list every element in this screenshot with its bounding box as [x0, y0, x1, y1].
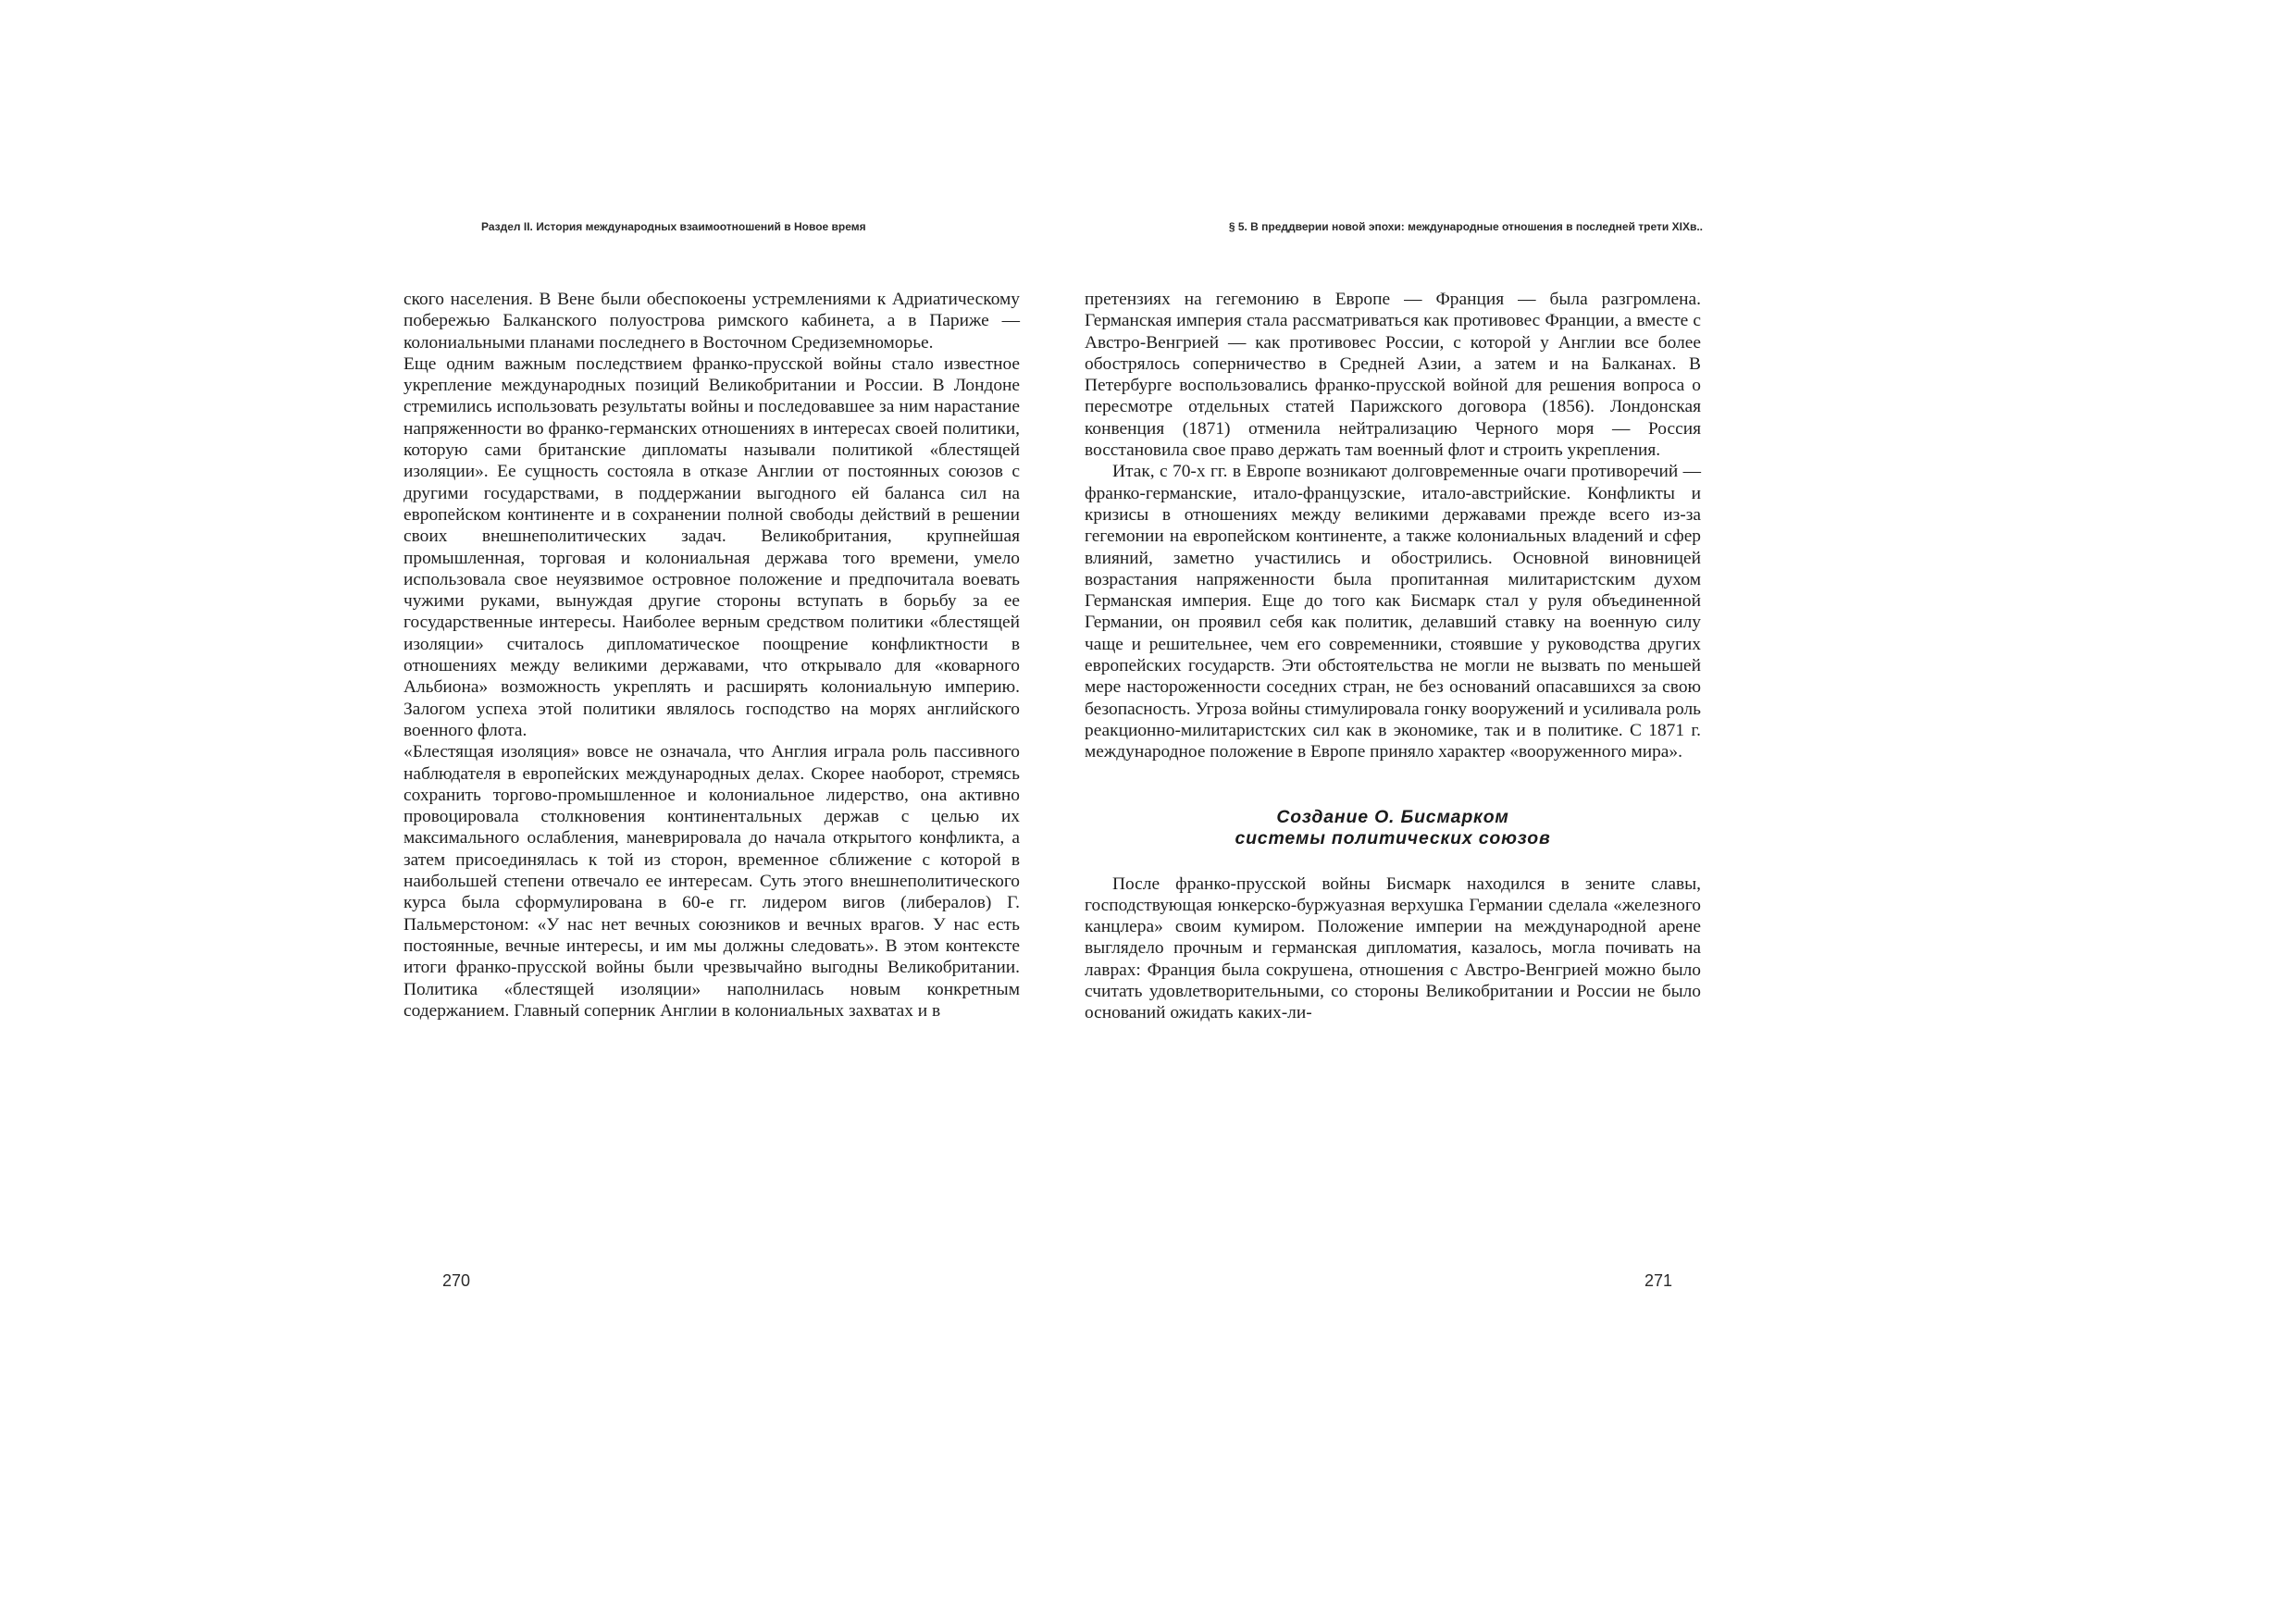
page-number-left: 270	[442, 1271, 471, 1290]
paragraph: «Блестящая изоляция» вовсе не означала, что Англия играла роль пассивного наблюдателя в европейских международных делах. Скорее наоборот, стремясь сохранить торгово-промышленное и колониальное лидерство, она активно провоцировала столкновения континентальных держав с целью их максимального ослабления, маневрировала до начала открытого конфликта, а затем присоединялась к той из сторон, временное сближение с которой в наибольшей степени отвечало ее интересам. Суть этого внешнеполитического курса была сформулирована в 60-е гг. лидером вигов (либералов) Г. Пальмерстоном: «У нас нет вечных союзников и вечных врагов. У нас есть постоянные, вечные интересы, и им мы должны следовать». В этом контексте итоги франко-прусской войны были чрезвычайно выгодны Великобритании. Политика «блестящей изоляции» наполнилась новым конкретным содержанием. Главный соперник Англии в колониальных захватах и в	[403, 742, 1020, 1021]
left-page-text-column	[403, 289, 1020, 1022]
paragraph: После франко-прусской войны Бисмарк находился в зените славы, господствующая юнкерско-буржуазная верхушка Германии сделала «железного канцлера» своим кумиром. Положение империи на международной арене выглядело прочным и германская дипломатия, казалось, могла почивать на лаврах: Франция была сокрушена, отношения с Австро-Венгрией можно было считать удовлетворительными, со стороны Великобритании и России не было оснований ожидать каких-ли-	[1085, 873, 1701, 1023]
paragraph: ского населения. В Вене были обеспокоены устремлениями к Адриатическому побережью Балканского полуострова римского кабинета, а в Париже — колониальными планами последнего в Восточном Средиземноморье.	[403, 290, 1020, 353]
right-page-text-column	[1085, 289, 1701, 1024]
running-header-right: § 5. В преддверии новой эпохи: международные отношения в последней трети XIXв..	[1228, 220, 1703, 233]
paragraph: претензиях на гегемонию в Европе — Франция — была разгромлена. Германская империя стала рассматриваться как противовес Франции, а вместе с Австро-Венгрией — как противовес России, с которой у Англии все более обострялось соперничество в Средней Азии, а затем и на Балканах. В Петербурге воспользовались франко-прусской войной для решения вопроса о пересмотре отдельных статей Парижского договора (1856). Лондонская конвенция (1871) отменила нейтрализацию Черного моря — Россия восстановила свое право держать там военный флот и строить укрепления.	[1085, 290, 1701, 461]
section-heading-line: Создание О. Бисмарком	[1276, 806, 1509, 827]
running-header-left: Раздел II. История международных взаимоотношений в Новое время	[481, 220, 866, 233]
page-number-right: 271	[1644, 1271, 1673, 1290]
section-heading-line: системы политических союзов	[1235, 827, 1551, 849]
paragraph: Еще одним важным последствием франко-прусской войны стало известное укрепление международных позиций Великобритании и России. В Лондоне стремились использовать результаты войны и последовавшее за ним нарастание напряженности во франко-германских отношениях в интересах своей политики, которую сами британские дипломаты называли политикой «блестящей изоляции». Ее сущность состояла в отказе Англии от постоянных союзов с другими государствами, в поддержании выгодного ей баланса сил на европейском континенте и в сохранении полной свободы действий в решении своих внешнеполитических задач. Великобритания, крупнейшая промышленная, торговая и колониальная держава того времени, умело использовала свое неуязвимое островное положение и предпочитала воевать чужими руками, вынуждая другие стороны вступать в борьбу за ее государственные интересы. Наиболее верным средством политики «блестящей изоляции» считалось дипломатическое поощрение конфликтности в отношениях между великими державами, что открывало для «коварного Альбиона» возможность укреплять и расширять колониальную империю. Залогом успеха этой политики являлось господство на морях английского военного флота.	[403, 353, 1020, 740]
section-heading	[1085, 807, 1701, 849]
paragraph: Итак, с 70-х гг. в Европе возникают долговременные очаги противоречий — франко-германские, итало-французские, итало-австрийские. Конфликты и кризисы в отношениях между великими державами прежде всего из-за гегемонии на европейском континенте, а также колониальных владений и сфер влияний, заметно участились и обострились. Основной виновницей возрастания напряженности была пропитанная милитаристским духом Германская империя. Еще до того как Бисмарк стал у руля объединенной Германии, он проявил себя как политик, делавший ставку на военную силу чаще и решительнее, чем его современники, стоявшие у руководства других европейских государств. Эти обстоятельства не могли не вызвать по меньшей мере настороженности соседних стран, не без оснований опасавшихся за свою безопасность. Угроза войны стимулировала гонку вооружений и усиливала роль реакционно-милитаристских сил как в экономике, так и в политике. С 1871 г. международное положение в Европе приняло характер «вооруженного мира».	[1085, 462, 1701, 762]
